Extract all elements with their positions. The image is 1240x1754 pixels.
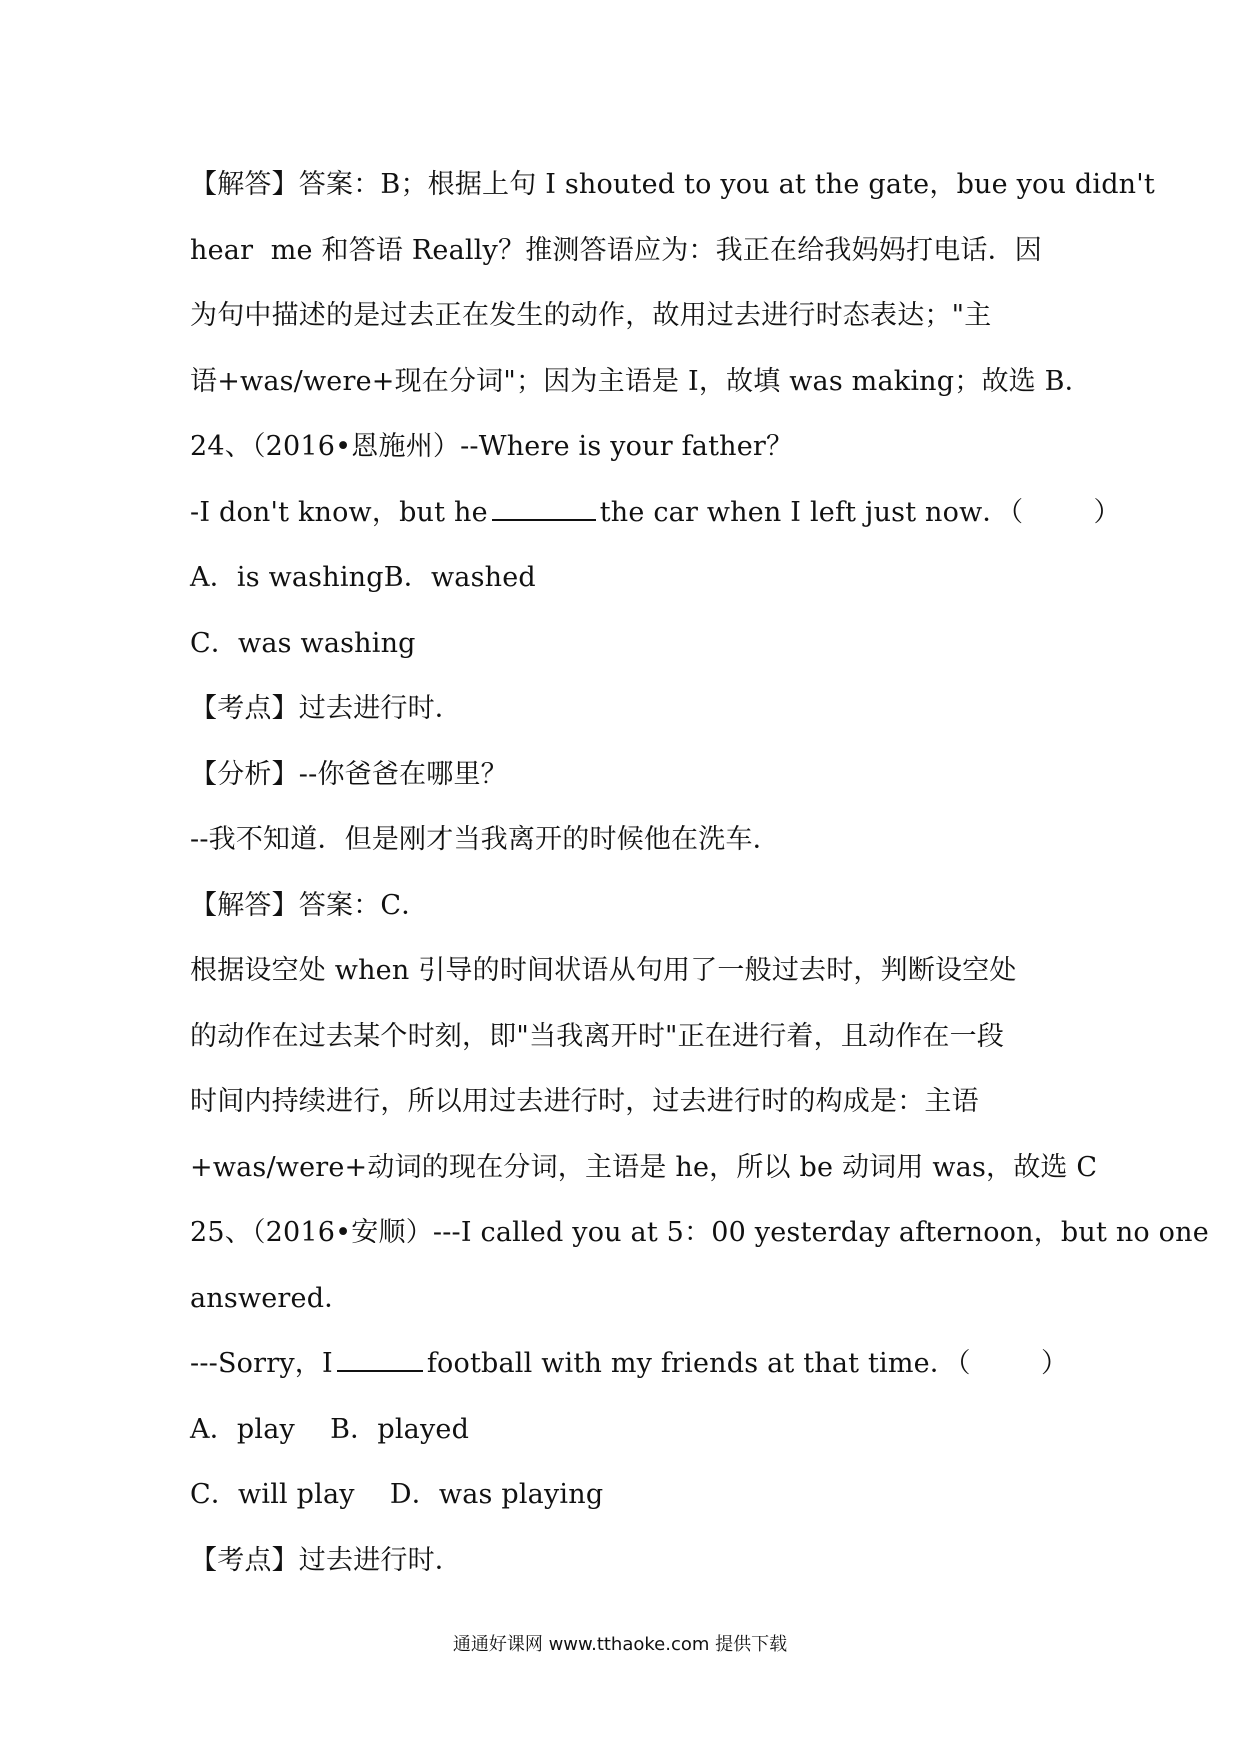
answer-line-2: hear me 和答语 Really？推测答语应为：我正在给我妈妈打电话．因 — [190, 234, 1043, 266]
answer-line-1: 【解答】答案：B；根据上句 I shouted to you at the gate，bue you didn't — [190, 169, 1155, 200]
question-24-explain-2: 的动作在过去某个时刻，即"当我离开时"正在进行着，且动作在一段 — [190, 1020, 1005, 1052]
question-24-explain-1: 根据设空处 when 引导的时间状语从句用了一般过去时，判断设空处 — [190, 955, 1017, 986]
question-25-title-cont: answered． — [190, 1282, 352, 1314]
answer-blank — [337, 1348, 423, 1372]
question-25-options-ab: A．play B．played — [190, 1413, 470, 1445]
answer-blank — [492, 497, 596, 521]
question-25-title: 25、（2016•安顺）---I called you at 5：00 yesterday afternoon，but no one — [190, 1217, 1209, 1248]
question-25-point: 【考点】过去进行时． — [190, 1544, 462, 1576]
question-24-point: 【考点】过去进行时． — [190, 693, 462, 724]
question-24-stem-after: the car when I left just now．（ ） — [599, 496, 1121, 528]
document-body — [190, 152, 1209, 1593]
question-24-stem — [190, 480, 1121, 546]
question-24-option-c: C．was washing — [190, 627, 416, 659]
question-25-stem — [190, 1331, 1070, 1397]
question-25-options-cd: C．will play D．was playing — [190, 1479, 604, 1510]
question-24-title: 24、（2016•恩施州）--Where is your father？ — [190, 431, 794, 462]
question-24-options-ab: A．is washingB．washed — [190, 562, 536, 593]
question-24-answer: 【解答】答案：C． — [190, 889, 429, 921]
question-24-analysis-1: 【分析】--你爸爸在哪里？ — [190, 758, 508, 790]
question-24-explain-3: 时间内持续进行，所以用过去进行时，过去进行时的构成是：主语 — [190, 1086, 979, 1117]
page-footer: 通通好课网 www.tthaoke.com 提供下载 — [452, 1634, 788, 1655]
question-25-stem-after: football with my friends at that time．（ ） — [426, 1348, 1069, 1379]
question-24-explain-4: +was/were+动词的现在分词，主语是 he，所以 be 动词用 was，故选 C — [190, 1151, 1098, 1183]
answer-line-3: 为句中描述的是过去正在发生的动作，故用过去进行时态表达；"主 — [190, 300, 992, 331]
answer-line-4: 语+was/were+现在分词"；因为主语是 I，故填 was making；故选 B． — [190, 365, 1092, 397]
question-24-stem-before: -I don't know，but he — [190, 496, 488, 528]
question-25-stem-before: ---Sorry，I — [190, 1348, 333, 1379]
question-24-analysis-2: --我不知道．但是刚才当我离开的时候他在洗车． — [190, 824, 780, 855]
